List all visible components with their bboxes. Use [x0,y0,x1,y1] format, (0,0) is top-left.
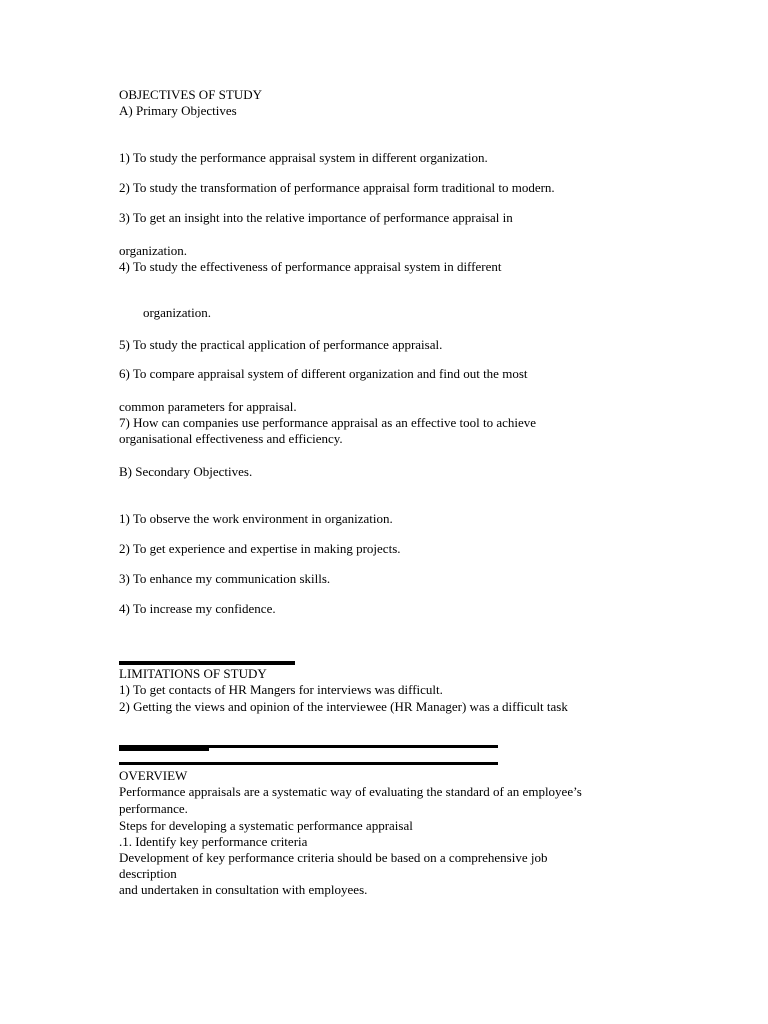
section-divider [119,748,209,751]
primary-objective-item: 6) To compare appraisal system of different organization and find out the most [119,366,528,381]
overview-line: Steps for developing a systematic performance appraisal [119,818,413,833]
secondary-objective-item: 3) To enhance my communication skills. [119,571,331,586]
limitation-item: 2) Getting the views and opinion of the interviewee (HR Manager) was a difficult task [119,699,568,714]
limitations-heading: LIMITATIONS OF STUDY [119,666,267,681]
objectives-heading: OBJECTIVES OF STUDY [119,87,263,102]
overview-line: .1. Identify key performance criteria [119,834,308,849]
primary-objective-item: organization. [143,305,211,320]
primary-objective-item: 1) To study the performance appraisal system in different organization. [119,150,488,165]
primary-objective-item: 7) How can companies use performance appraisal as an effective tool to achieve [119,415,537,430]
primary-objectives-heading: A) Primary Objectives [119,103,237,118]
overview-line: Performance appraisals are a systematic way of evaluating the standard of an employee’s [119,784,582,799]
overview-line: Development of key performance criteria should be based on a comprehensive job [119,850,548,865]
secondary-objective-item: 1) To observe the work environment in organization. [119,511,393,526]
overview-line: and undertaken in consultation with employees. [119,882,368,897]
overview-heading: OVERVIEW [119,768,188,783]
secondary-objective-item: 4) To increase my confidence. [119,601,276,616]
primary-objective-item: 2) To study the transformation of performance appraisal form traditional to modern. [119,180,555,195]
primary-objective-item: organisational effectiveness and efficiency. [119,431,343,446]
overview-line: performance. [119,801,188,816]
primary-objective-item: 3) To get an insight into the relative importance of performance appraisal in [119,210,513,225]
section-divider [119,661,295,665]
primary-objective-item: 5) To study the practical application of performance appraisal. [119,337,443,352]
limitation-item: 1) To get contacts of HR Mangers for interviews was difficult. [119,682,443,697]
secondary-objective-item: 2) To get experience and expertise in making projects. [119,541,401,556]
section-divider [119,762,498,765]
primary-objective-item: 4) To study the effectiveness of performance appraisal system in different [119,259,502,274]
secondary-objectives-heading: B) Secondary Objectives. [119,464,253,479]
primary-objective-item: organization. [119,243,187,258]
primary-objective-item: common parameters for appraisal. [119,399,297,414]
overview-line: description [119,866,177,881]
